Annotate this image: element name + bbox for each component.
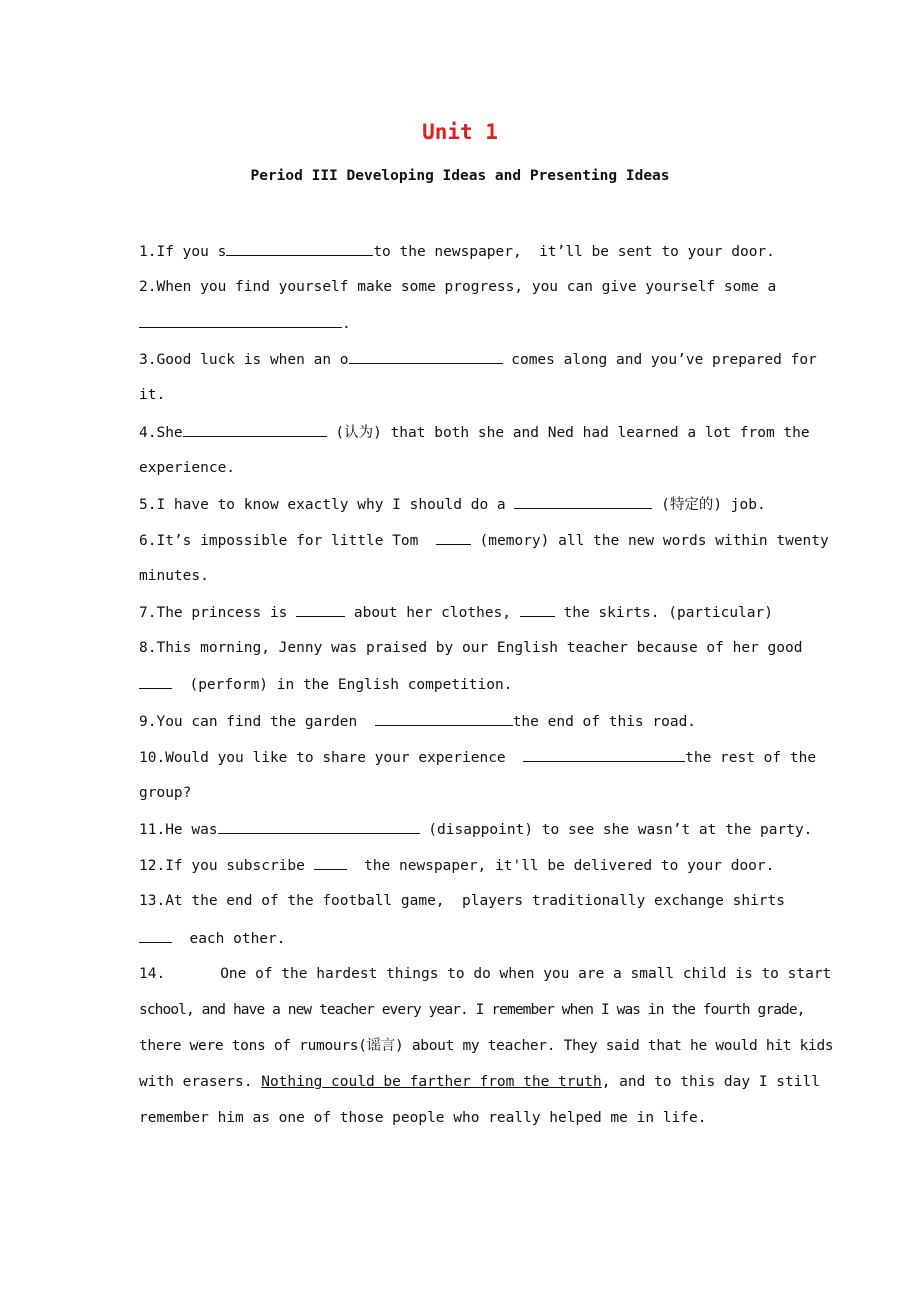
- question-11: 11.He was (disappoint) to see she wasn’t at the party.: [139, 819, 819, 840]
- answer-blank[interactable]: [520, 602, 555, 617]
- question-13: 13.At the end of the football game, players traditionally exchange shirts: [139, 893, 786, 909]
- question-13-cont: each other.: [139, 928, 819, 949]
- question-8-cont: (perform) in the English competition.: [139, 674, 819, 695]
- question-number: 14.: [139, 966, 166, 982]
- answer-blank[interactable]: [514, 494, 652, 509]
- answer-blank[interactable]: [436, 530, 471, 545]
- unit-title: Unit 1: [422, 120, 498, 144]
- period-subtitle: Period III Developing Ideas and Presenting Ideas: [250, 168, 670, 184]
- question-10: 10.Would you like to share your experience the rest of the: [139, 747, 819, 768]
- answer-blank[interactable]: [314, 855, 347, 870]
- answer-blank[interactable]: [296, 602, 345, 617]
- question-4: 4.She (认为) that both she and Ned had learned a lot from the: [139, 422, 819, 443]
- answer-blank[interactable]: [139, 928, 172, 943]
- question-3: 3.Good luck is when an o comes along and you’ve prepared for: [139, 349, 819, 370]
- question-10-cont: group?: [139, 785, 192, 801]
- question-9: 9.You can find the garden the end of this road.: [139, 711, 819, 732]
- underlined-sentence: Nothing could be farther from the truth: [261, 1074, 602, 1090]
- question-2-cont: .: [139, 313, 819, 334]
- question-1: 1.If you s to the newspaper, it’ll be sent to your door.: [139, 241, 819, 262]
- question-14-line-5: remember him as one of those people who really helped me in life.: [139, 1110, 707, 1126]
- answer-blank[interactable]: [183, 422, 327, 437]
- answer-blank[interactable]: [226, 241, 373, 256]
- answer-blank[interactable]: [218, 819, 420, 834]
- question-14-line-2: school, and have a new teacher every year. I remember when I was in the fourth grade,: [139, 1002, 805, 1018]
- question-6: 6.It’s impossible for little Tom (memory) all the new words within twenty: [139, 530, 819, 551]
- question-2: 2.When you find yourself make some progress, you can give yourself some a: [139, 279, 777, 295]
- answer-blank[interactable]: [523, 747, 685, 762]
- answer-blank[interactable]: [349, 349, 503, 364]
- answer-blank[interactable]: [139, 674, 172, 689]
- answer-blank[interactable]: [375, 711, 513, 726]
- question-3-cont: it.: [139, 387, 166, 403]
- question-7: 7.The princess is about her clothes, the skirts. (particular): [139, 602, 819, 623]
- question-4-cont: experience.: [139, 460, 236, 476]
- question-6-cont: minutes.: [139, 568, 209, 584]
- question-14-line-4: with erasers. Nothing could be farther from the truth, and to this day I still: [139, 1074, 820, 1090]
- question-12: 12.If you subscribe the newspaper, it'll be delivered to your door.: [139, 855, 819, 876]
- question-5: 5.I have to know exactly why I should do a (特定的) job.: [139, 494, 819, 515]
- question-14-line-1: 14. One of the hardest things to do when you are a small child is to start: [139, 966, 832, 982]
- answer-blank[interactable]: [139, 313, 342, 328]
- question-8: 8.This morning, Jenny was praised by our English teacher because of her good: [139, 640, 803, 656]
- question-14-line-3: there were tons of rumours(谣言) about my teacher. They said that he would hit kids: [139, 1038, 834, 1054]
